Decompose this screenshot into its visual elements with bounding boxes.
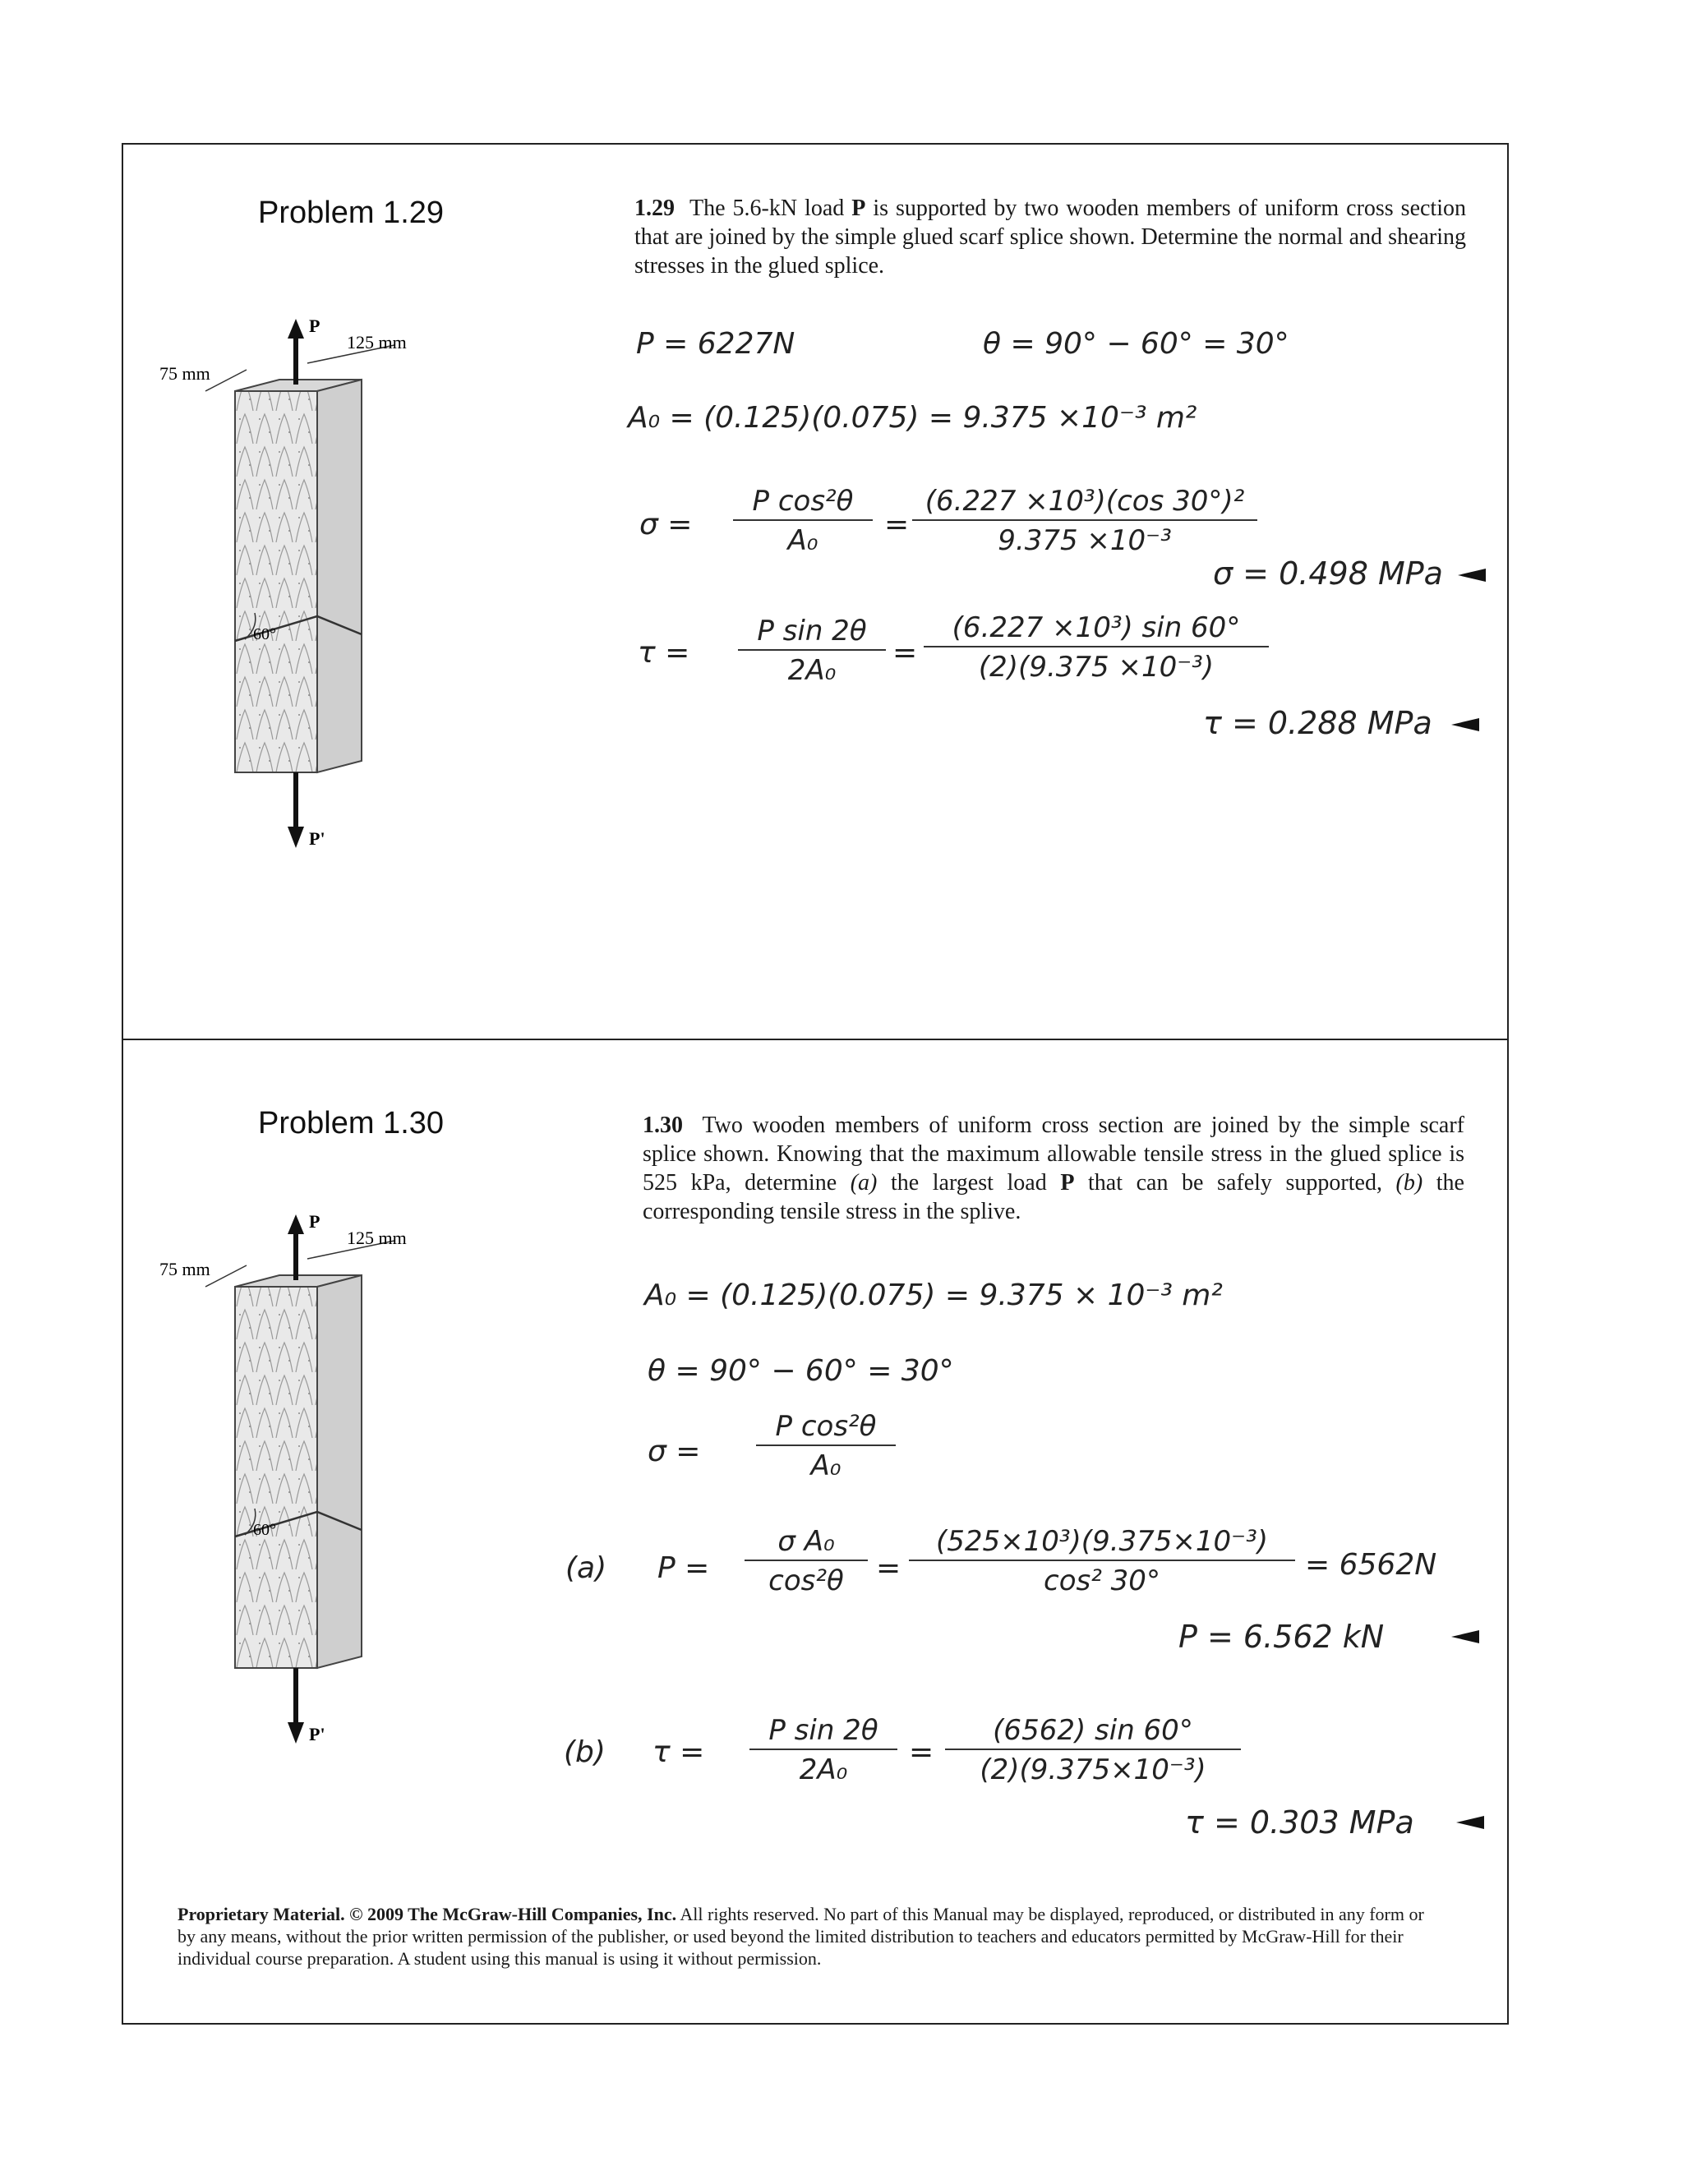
max-load-answer: P = 6.562 kN [1178,1619,1385,1655]
sigma-denominator: A₀ [787,524,818,557]
load-pprime-label: P' [309,828,325,849]
theta-value: θ = 90° − 60° = 30° [648,1354,954,1388]
tau-sub-numerator: (6.227 ×10³) sin 60° [924,611,1269,647]
sigma-numerator: P cos²θ [733,485,873,521]
b-lhs: τ = [652,1735,705,1769]
tau-lhs: τ = [638,636,690,670]
sigma-lhs: σ = [648,1435,701,1468]
tau-denominator: 2A₀ [787,654,837,687]
sigma-equals: = [884,508,910,541]
part-a-marker: (a) [850,1170,878,1196]
area-value: A₀ = (0.125)(0.075) = 9.375 ×10⁻³ m² [628,401,1197,435]
normal-stress-answer: σ = 0.498 MPa [1213,555,1443,592]
tau-numerator: P sin 2θ [738,615,886,651]
tau-formula [738,615,886,687]
load-p-label: P [309,316,320,336]
b-sub-numerator: (6562) sin 60° [945,1714,1241,1750]
sigma-formula [756,1410,896,1482]
sigma-denominator: A₀ [810,1449,842,1482]
copyright-text: All rights reserved. No part of this Manual may be displayed, reproduced, or distributed in any form or by any means, without the prior written permission of the publisher, or used beyond the limited distribution to teachers and educators permitted by McGraw-Hill for their individual course preparation. A student using this manual is using it without permission. [178,1904,1424,1969]
problem-1-29-statement [634,194,1466,280]
problem-number: 1.29 [634,196,675,221]
a-substitution [909,1525,1295,1597]
angle-60-label: 60° [253,1521,276,1539]
statement-text: the corresponding tensile stress in the splive. [643,1170,1464,1224]
section-divider [122,1039,1509,1040]
copyright-bold: Proprietary Material. © 2009 The McGraw-Hill Companies, Inc. [178,1904,677,1924]
part-b-label: (b) [564,1735,606,1769]
sigma-formula [733,485,873,557]
shear-stress-answer: τ = 0.288 MPa [1203,705,1432,741]
sigma-numerator: P cos²θ [756,1410,896,1446]
statement-text: Two wooden members of uniform cross section are joined by the simple scarf splice shown. Knowing that the maximum allowable tensile stress in the glued splice is 525 kPa, determine [643,1113,1465,1196]
statement-text: The 5.6-kN load [689,196,852,221]
load-p-label: P [309,1211,320,1232]
load-symbol: P [851,196,866,221]
statement-text: that can be safely supported, [1074,1170,1396,1196]
a-result: = 6562N [1305,1548,1437,1582]
b-formula [749,1714,897,1786]
b-sub-denominator: (2)(9.375×10⁻³) [980,1753,1206,1786]
tau-sub-denominator: (2)(9.375 ×10⁻³) [978,651,1215,684]
angle-60-label: 60° [253,625,276,643]
problem-1-30-title: Problem 1.30 [258,1106,445,1140]
scarf-splice-figure-1-29 [156,312,427,871]
b-numerator: P sin 2θ [749,1714,897,1750]
a-formula [745,1525,868,1597]
a-denominator: cos²θ [768,1564,844,1597]
answer-arrow-icon [1456,1816,1484,1829]
part-a-label: (a) [565,1551,607,1585]
answer-arrow-icon [1451,1630,1479,1643]
sigma-substitution [912,485,1257,557]
problem-1-29-title: Problem 1.29 [258,196,445,230]
a-sub-denominator: cos² 30° [1044,1564,1160,1597]
dim-125-label: 125 mm [347,1228,407,1248]
statement-text: is supported by two wooden members of uniform cross section that are joined by the simple glued scarf splice shown. Determine the normal and shearing stresses in the glued splice. [634,196,1466,279]
b-substitution [945,1714,1241,1786]
answer-arrow-icon [1451,718,1479,731]
b-equals: = [909,1735,934,1769]
tensile-stress-answer: τ = 0.303 MPa [1185,1804,1414,1841]
statement-text: the largest load [877,1170,1061,1196]
a-sub-numerator: (525×10³)(9.375×10⁻³) [909,1525,1295,1561]
b-denominator: 2A₀ [799,1753,848,1786]
tau-substitution [924,611,1269,684]
load-symbol: P [1060,1170,1075,1196]
part-b-marker: (b) [1395,1170,1423,1196]
sigma-sub-numerator: (6.227 ×10³)(cos 30°)² [912,485,1257,521]
problem-1-30-statement [643,1111,1464,1226]
dim-125-label: 125 mm [347,332,407,352]
answer-arrow-icon [1458,569,1486,582]
dim-75-label: 75 mm [159,363,210,384]
tau-equals: = [892,636,918,670]
a-equals: = [876,1551,901,1585]
load-pprime-label: P' [309,1724,325,1744]
theta-value: θ = 90° − 60° = 30° [983,327,1289,361]
area-value: A₀ = (0.125)(0.075) = 9.375 × 10⁻³ m² [644,1279,1223,1312]
sigma-lhs: σ = [639,508,693,541]
copyright-footer [178,1903,1443,1970]
load-value: P = 6227N [636,327,795,361]
sigma-sub-denominator: 9.375 ×10⁻³ [998,524,1172,557]
dim-75-label: 75 mm [159,1259,210,1279]
a-lhs: P = [657,1551,710,1585]
scarf-splice-figure-1-30 [156,1208,427,1767]
problem-number: 1.30 [643,1113,683,1138]
a-numerator: σ A₀ [745,1525,868,1561]
